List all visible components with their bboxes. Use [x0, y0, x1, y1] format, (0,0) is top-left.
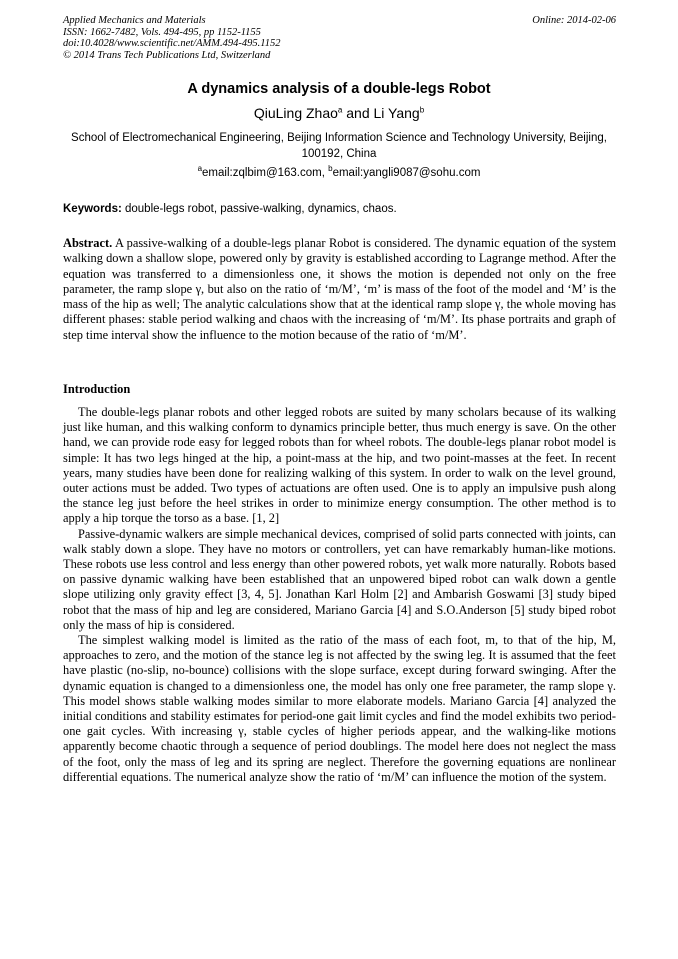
- introduction-body: [63, 405, 616, 785]
- email-b: email:yangli9087@sohu.com: [332, 167, 481, 179]
- copyright-line: © 2014 Trans Tech Publications Ltd, Switzerland: [63, 49, 271, 61]
- paragraph: Passive-dynamic walkers are simple mechanical devices, comprised of solid parts connected with joints, can walk stably down a slope. They have no motors or controllers, yet can have remarkably human-like motions. These robots use less control and less energy than other powered robots, yet walk more naturally. Robots based on passive dynamic walking have been established that an unpowered biped robot can walk down a gentle slope utilizing only gravity effect [3, 4, 5]. Jonathan Karl Holm [2] and Ambarish Goswami [3] study biped robot that the mass of hip and leg are considered, Mariano Garcia [4] and S.O.Anderson [5] study biped robot only the mass of hip is considered.: [63, 526, 616, 632]
- author-1-mark: a: [337, 105, 343, 115]
- author-line: [0, 104, 678, 122]
- abstract-label: Abstract.: [63, 236, 113, 250]
- paragraph: The double-legs planar robots and other legged robots are suited by many scholars because of its walking just like human, and this walking conform to dynamics principle better, thus much energy is save. On the other hand, we can provide rode easy for legged robots than for wheel robots. The double-legs planar robot model is simple: It has two legs hinged at the hip, a point-mass at the hip, and two point-masses at the feet. In recent years, many studies have been done for realizing walking of this system. In order to walk on the level ground, outer actions must be added. Two types of actuations are often used. One is to apply an impulsive push along the stance leg just before the heel strikes in order to minimize energy consumption. The other method is to apply a hip torque the torso as a base. [1, 2]: [63, 405, 616, 526]
- abstract: [63, 236, 616, 343]
- paper-title: A dynamics analysis of a double-legs Robot: [187, 81, 491, 97]
- email-b-mark: b: [328, 164, 333, 174]
- online-date: Online: 2014-02-06: [532, 15, 616, 26]
- section-heading-introduction: Introduction: [63, 382, 131, 396]
- keywords-text: double-legs robot, passive-walking, dynamics, chaos.: [121, 203, 397, 215]
- journal-name: Applied Mechanics and Materials: [63, 15, 206, 26]
- paragraph: The simplest walking model is limited as the ratio of the mass of each foot, m, to that of the hip, M, approaches to zero, and the motion of the stance leg is not affected by the swing leg. It is assumed that the feet have plastic (no-slip, no-bounce) collisions with the slope surface, except during forward swinging. After the dynamic equation is changed to a dimensionless one, the model has only one free parameter, the ramp slope γ. This model shows stable walking modes similar to more elaborate models. Mariano Garcia [4] analyzed the initial conditions and stability estimates for period-one gait limit cycles and find the model exhibits two period-one gait cycles. With increasing γ, stable cycles of higher periods appear, and the walking-like motions apparently become chaotic through a sequence of period doublings. The model here does not neglect the mass of the foot, only the mass of leg and its spring are neglect. Therefore the governing equations are nonlinear differential equations. The numerical analyze show the ratio of ‘m/M’ can influence the motion of the system.: [63, 633, 616, 784]
- email-line: [0, 166, 678, 181]
- author-1: QiuLing Zhao: [253, 105, 338, 121]
- affiliation: School of Electromechanical Engineering, Beijing Information Science and Technology University, Beijing, 100192, China: [71, 132, 607, 160]
- journal-header: [63, 15, 483, 61]
- author-2: Li Yang: [373, 105, 420, 121]
- keywords: [63, 201, 616, 217]
- email-a: email:zqlbim@163.com,: [202, 167, 329, 179]
- email-a-mark: a: [197, 164, 203, 174]
- issn-line: ISSN: 1662-7482, Vols. 494-495, pp 1152-1155: [63, 26, 261, 38]
- author-2-mark: b: [419, 105, 425, 115]
- doi-line: doi:10.4028/www.scientific.net/AMM.494-495.1152: [63, 38, 281, 49]
- author-conjunction: and: [342, 105, 374, 121]
- abstract-text: A passive-walking of a double-legs planar Robot is considered. The dynamic equation of the system walking down a shallow slope, powered only by gravity is established according to Lagrange method. After the equation was transferred to a dimensionless one, it shows the motion is depended not only on the free parameter, the ramp slope γ, but also on the ratio of ‘m/M’, ‘m’ is mass of the foot of the model and ‘M’ is the mass of the hip as well; The analytic calculations show that at the identical ramp slope γ, the whole moving has different phases: stable period walking and chaos with the increasing of ‘m/M’. Its phase portraits and graph of step time interval show the influence to the motion because of the ratio of ‘m/M’.: [63, 236, 616, 342]
- keywords-label: Keywords:: [63, 203, 122, 215]
